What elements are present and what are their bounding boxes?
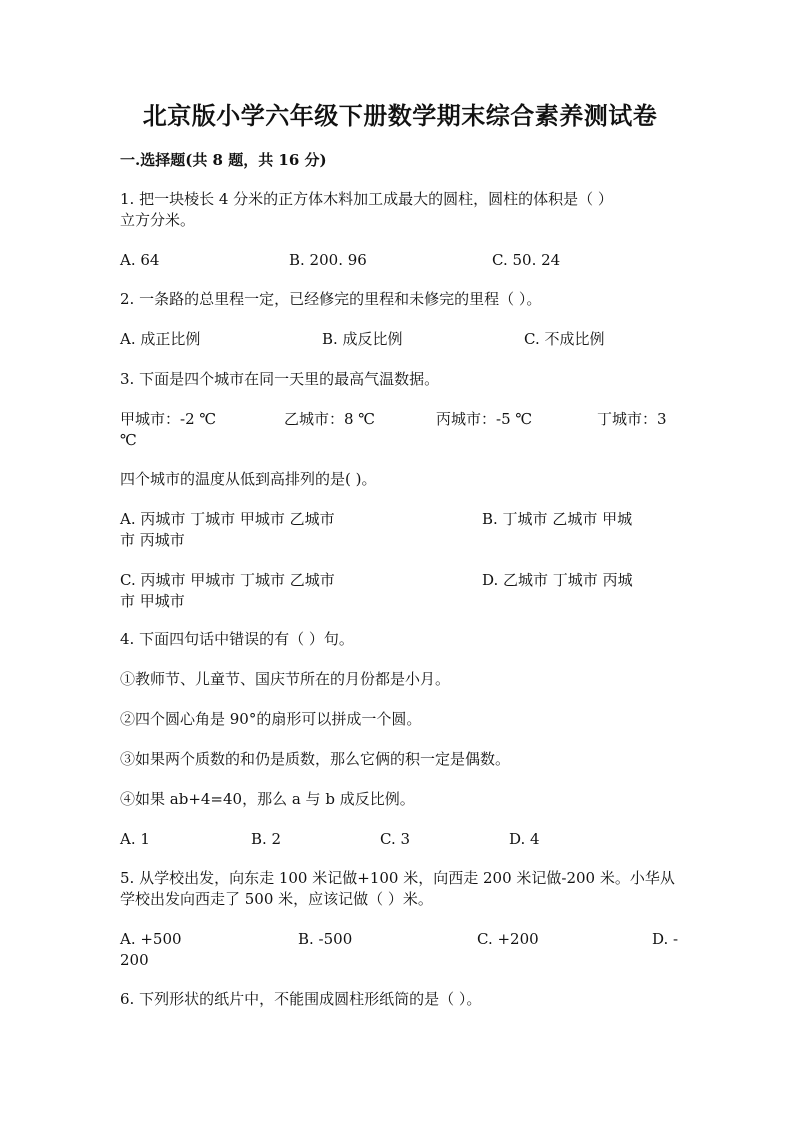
question-4-text: 4. 下面四句话中错误的有（ ）句。 [120, 630, 354, 648]
q4-option-b: B. 2 [251, 830, 282, 848]
page-title: 北京版小学六年级下册数学期末综合素养测试卷 [142, 101, 658, 130]
temp-city-yi: 乙城市：8 ℃ [284, 410, 376, 428]
q4-option-d: D. 4 [509, 830, 540, 848]
q4-option-a: A. 1 [120, 830, 150, 848]
q1-option-a: A. 64 [120, 251, 160, 269]
q5-option-d-wrap: 200 [120, 951, 149, 969]
q4-option-c: C. 3 [380, 830, 411, 848]
q4-statement-3: ③如果两个质数的和仍是质数，那么它俩的积一定是偶数。 [120, 750, 511, 768]
q5-option-c: C. +200 [477, 930, 539, 948]
q2-option-a: A. 成正比例 [120, 330, 201, 348]
question-2-text: 2. 一条路的总里程一定，已经修完的里程和未修完的里程（ ）。 [120, 290, 542, 308]
temp-city-jia: 甲城市：-2 ℃ [120, 410, 217, 428]
q3-option-c-cont: 市 甲城市 [120, 592, 185, 610]
question-5-text: 5. 从学校出发，向东走 100 米记做+100 米，向西走 200 米记做-200 米。小华从 [120, 869, 675, 887]
q3-option-a-cont: 市 丙城市 [120, 531, 185, 549]
temp-unit-wrap: ℃ [120, 431, 137, 449]
question-5-text-cont: 学校出发向西走了 500 米，应该记做（ ）米。 [120, 890, 433, 908]
q5-option-d: D. - [652, 930, 679, 948]
q4-statement-1: ①教师节、儿童节、国庆节所在的月份都是小月。 [120, 670, 451, 688]
q2-option-b: B. 成反比例 [322, 330, 403, 348]
question-6-text: 6. 下列形状的纸片中，不能围成圆柱形纸筒的是（ ）。 [120, 990, 482, 1008]
section-heading: 一.选择题(共 8 题，共 16 分) [120, 151, 327, 169]
q3-option-d: D. 乙城市 丁城市 丙城 [482, 571, 633, 589]
q5-option-b: B. -500 [298, 930, 353, 948]
question-1-text: 1. 把一块棱长 4 分米的正方体木料加工成最大的圆柱，圆柱的体积是（ ） [120, 190, 613, 208]
q1-option-c: C. 50. 24 [492, 251, 561, 269]
q4-statement-2: ②四个圆心角是 90°的扇形可以拼成一个圆。 [120, 710, 422, 728]
question-1-text-cont: 立方分米。 [120, 211, 196, 229]
q1-option-b: B. 200. 96 [289, 251, 367, 269]
q2-option-c: C. 不成比例 [524, 330, 605, 348]
q3-option-b: B. 丁城市 乙城市 甲城 [482, 510, 633, 528]
q3-option-c: C. 丙城市 甲城市 丁城市 乙城市 [120, 571, 335, 589]
temp-city-bing: 丙城市：-5 ℃ [436, 410, 533, 428]
q3-option-a: A. 丙城市 丁城市 甲城市 乙城市 [120, 510, 335, 528]
temp-city-ding: 丁城市：3 [597, 410, 667, 428]
q5-option-a: A. +500 [120, 930, 182, 948]
question-3-text: 3. 下面是四个城市在同一天里的最高气温数据。 [120, 370, 440, 388]
q4-statement-4: ④如果 ab+4=40，那么 a 与 b 成反比例。 [120, 790, 415, 808]
question-3-prompt: 四个城市的温度从低到高排列的是( )。 [120, 470, 377, 488]
